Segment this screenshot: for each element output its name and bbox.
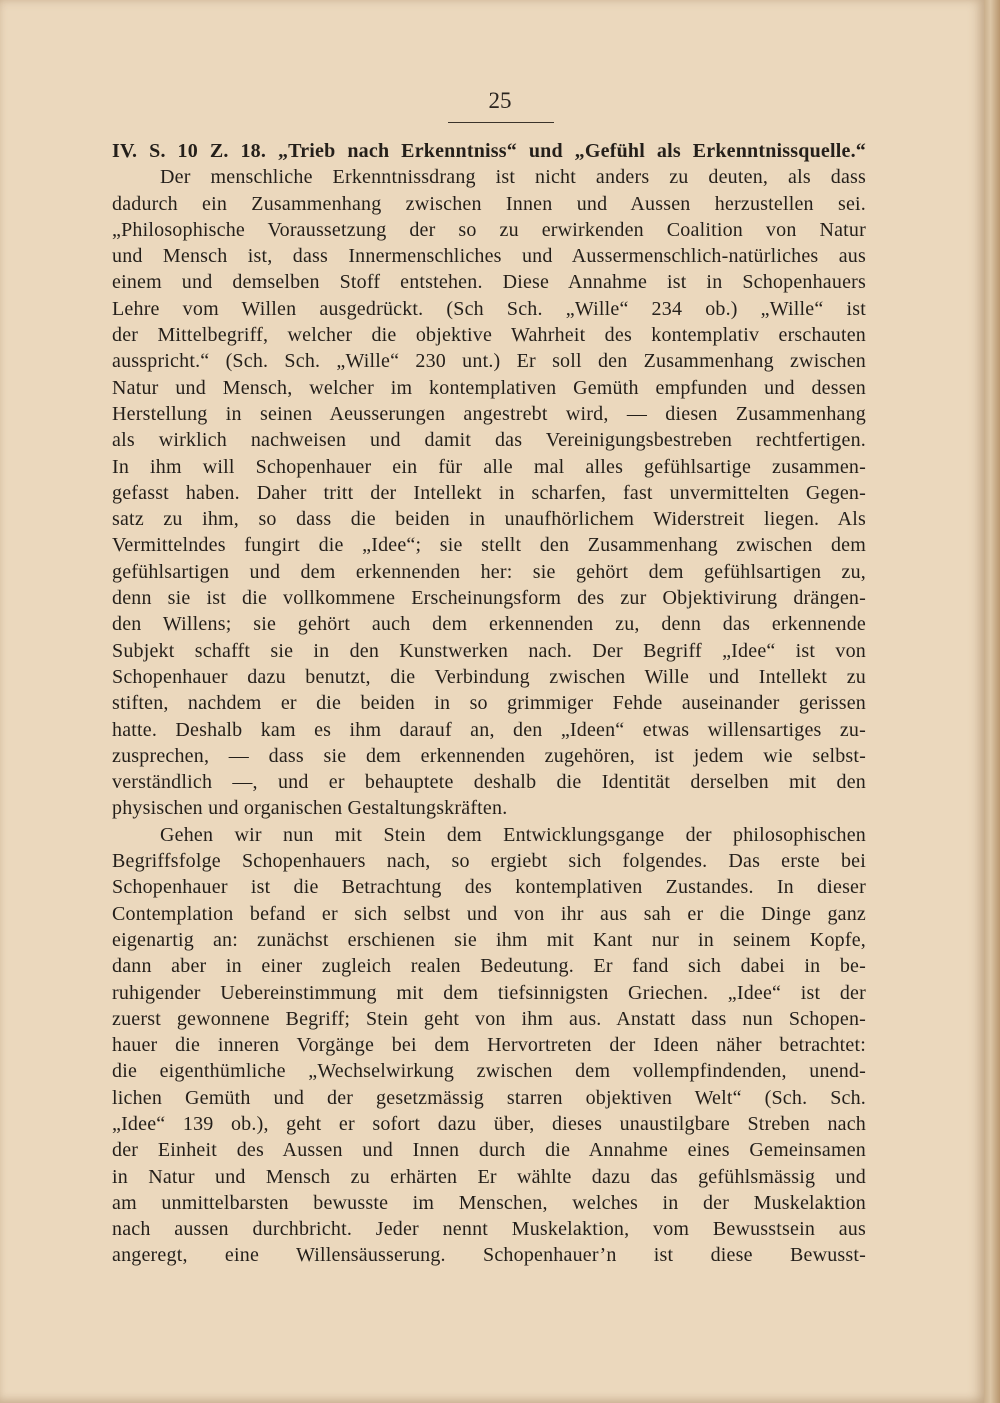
text-line: hauer die inneren Vorgänge bei dem Hervortreten der Ideen näher betrachtet:	[112, 1034, 866, 1057]
section-heading: IV. S. 10 Z. 18. „Trieb nach Erkenntniss“ und „Gefühl als Erkenntnissquelle.“	[112, 140, 866, 162]
text-line: dann aber in einer zugleich realen Bedeutung. Er fand sich dabei in be-	[112, 955, 866, 978]
text-line: „Philosophische Voraussetzung der so zu erwirkenden Coalition von Natur	[112, 218, 866, 241]
text-line: „Idee“ 139 ob.), geht er sofort dazu über, dieses unaustilgbare Streben nach	[112, 1112, 866, 1135]
text-line: Herstellung in seinen Aeusserungen angestrebt wird, — diesen Zusammenhang	[112, 402, 866, 425]
text-line: denn sie ist die vollkommene Erscheinungsform des zur Objektivirung drängen-	[112, 587, 866, 610]
page-number-rule	[448, 122, 554, 123]
text-line: Schopenhauer ist die Betrachtung des kontemplativen Zustandes. In dieser	[112, 876, 866, 899]
text-line: ruhigender Uebereinstimmung mit dem tiefsinnigsten Griechen. „Idee“ ist der	[112, 981, 866, 1004]
text-line: Natur und Mensch, welcher im kontemplativen Gemüth empfunden und dessen	[112, 376, 866, 399]
text-line: gefasst haben. Daher tritt der Intellekt in scharfen, fast unvermittelten Gegen-	[112, 481, 866, 504]
text-line: ausspricht.“ (Sch. Sch. „Wille“ 230 unt.) Er soll den Zusammenhang zwischen	[112, 350, 866, 373]
text-line: den Willens; sie gehört auch dem erkennenden zu, denn das erkennende	[112, 613, 866, 636]
text-line: als wirklich nachweisen und damit das Vereinigungsbestreben rechtfertigen.	[112, 429, 866, 452]
text-line: zuerst gewonnene Begriff; Stein geht von ihm aus. Anstatt dass nun Schopen-	[112, 1007, 866, 1030]
text-line: verständlich —, und er behauptete deshalb die Identität derselben mit den	[112, 771, 866, 794]
text-line: satz zu ihm, so dass die beiden in unaufhörlichem Widerstreit liegen. Als	[112, 508, 866, 531]
text-line: gefühlsartigen und dem erkennenden her: sie gehört dem gefühlsartigen zu,	[112, 560, 866, 583]
text-line: einem und demselben Stoff entstehen. Diese Annahme ist in Schopenhauers	[112, 271, 866, 294]
text-line: zusprechen, — dass sie dem erkennenden zugehören, ist jedem wie selbst-	[112, 744, 866, 767]
text-line: in Natur und Mensch zu erhärten Er wählte dazu das gefühlsmässig und	[112, 1165, 866, 1188]
page-number: 25	[488, 88, 512, 113]
text-line: der Mittelbegriff, welcher die objektive Wahrheit des kontemplativ erschauten	[112, 324, 866, 347]
text-line: Schopenhauer dazu benutzt, die Verbindung zwischen Wille und Intellekt zu	[112, 665, 866, 688]
text-line: hatte. Deshalb kam es ihm darauf an, den „Ideen“ etwas willensartiges zu-	[112, 718, 866, 741]
text-line: die eigenthümliche „Wechselwirkung zwischen dem vollempfindenden, unend-	[112, 1060, 866, 1083]
book-edge	[984, 0, 1000, 1403]
text-line: stiften, nachdem er die beiden in so grimmiger Fehde auseinander gerissen	[112, 692, 866, 715]
text-line: lichen Gemüth und der gesetzmässig starren objektiven Welt“ (Sch. Sch.	[112, 1086, 866, 1109]
text-line: und Mensch ist, dass Innermenschliches und Aussermenschlich-natürliches aus	[112, 245, 866, 268]
text-line: Gehen wir nun mit Stein dem Entwicklungsgange der philosophischen	[160, 823, 866, 846]
text-line: dadurch ein Zusammenhang zwischen Innen und Aussen herzustellen sei.	[112, 192, 866, 215]
text-line: Vermittelndes fungirt die „Idee“; sie stellt den Zusammenhang zwischen dem	[112, 534, 866, 557]
text-line: Der menschliche Erkenntnissdrang ist nicht anders zu deuten, als dass	[160, 166, 866, 189]
text-line: der Einheit des Aussen und Innen durch die Annahme eines Gemeinsamen	[112, 1139, 866, 1162]
text-line: Subjekt schafft sie in den Kunstwerken nach. Der Begriff „Idee“ ist von	[112, 639, 866, 662]
text-line: nach aussen durchbricht. Jeder nennt Muskelaktion, vom Bewusstsein aus	[112, 1218, 866, 1241]
text-line: Lehre vom Willen ausgedrückt. (Sch Sch. „Wille“ 234 ob.) „Wille“ ist	[112, 297, 866, 320]
body-text	[112, 138, 866, 1269]
text-line: angeregt, eine Willensäusserung. Schopenhauer’n ist diese Bewusst-	[112, 1244, 866, 1267]
text-line: am unmittelbarsten bewusste im Menschen, welches in der Muskelaktion	[112, 1191, 866, 1214]
text-line: eigenartig an: zunächst erschienen sie ihm mit Kant nur in seinem Kopfe,	[112, 928, 866, 951]
text-line: Contemplation befand er sich selbst und von ihr aus sah er die Dinge ganz	[112, 902, 866, 925]
text-line: In ihm will Schopenhauer ein für alle mal alles gefühlsartige zusammen-	[112, 455, 866, 478]
text-line: Begriffsfolge Schopenhauers nach, so ergiebt sich folgendes. Das erste bei	[112, 850, 866, 873]
text-line: physischen und organischen Gestaltungskräften.	[112, 797, 508, 820]
